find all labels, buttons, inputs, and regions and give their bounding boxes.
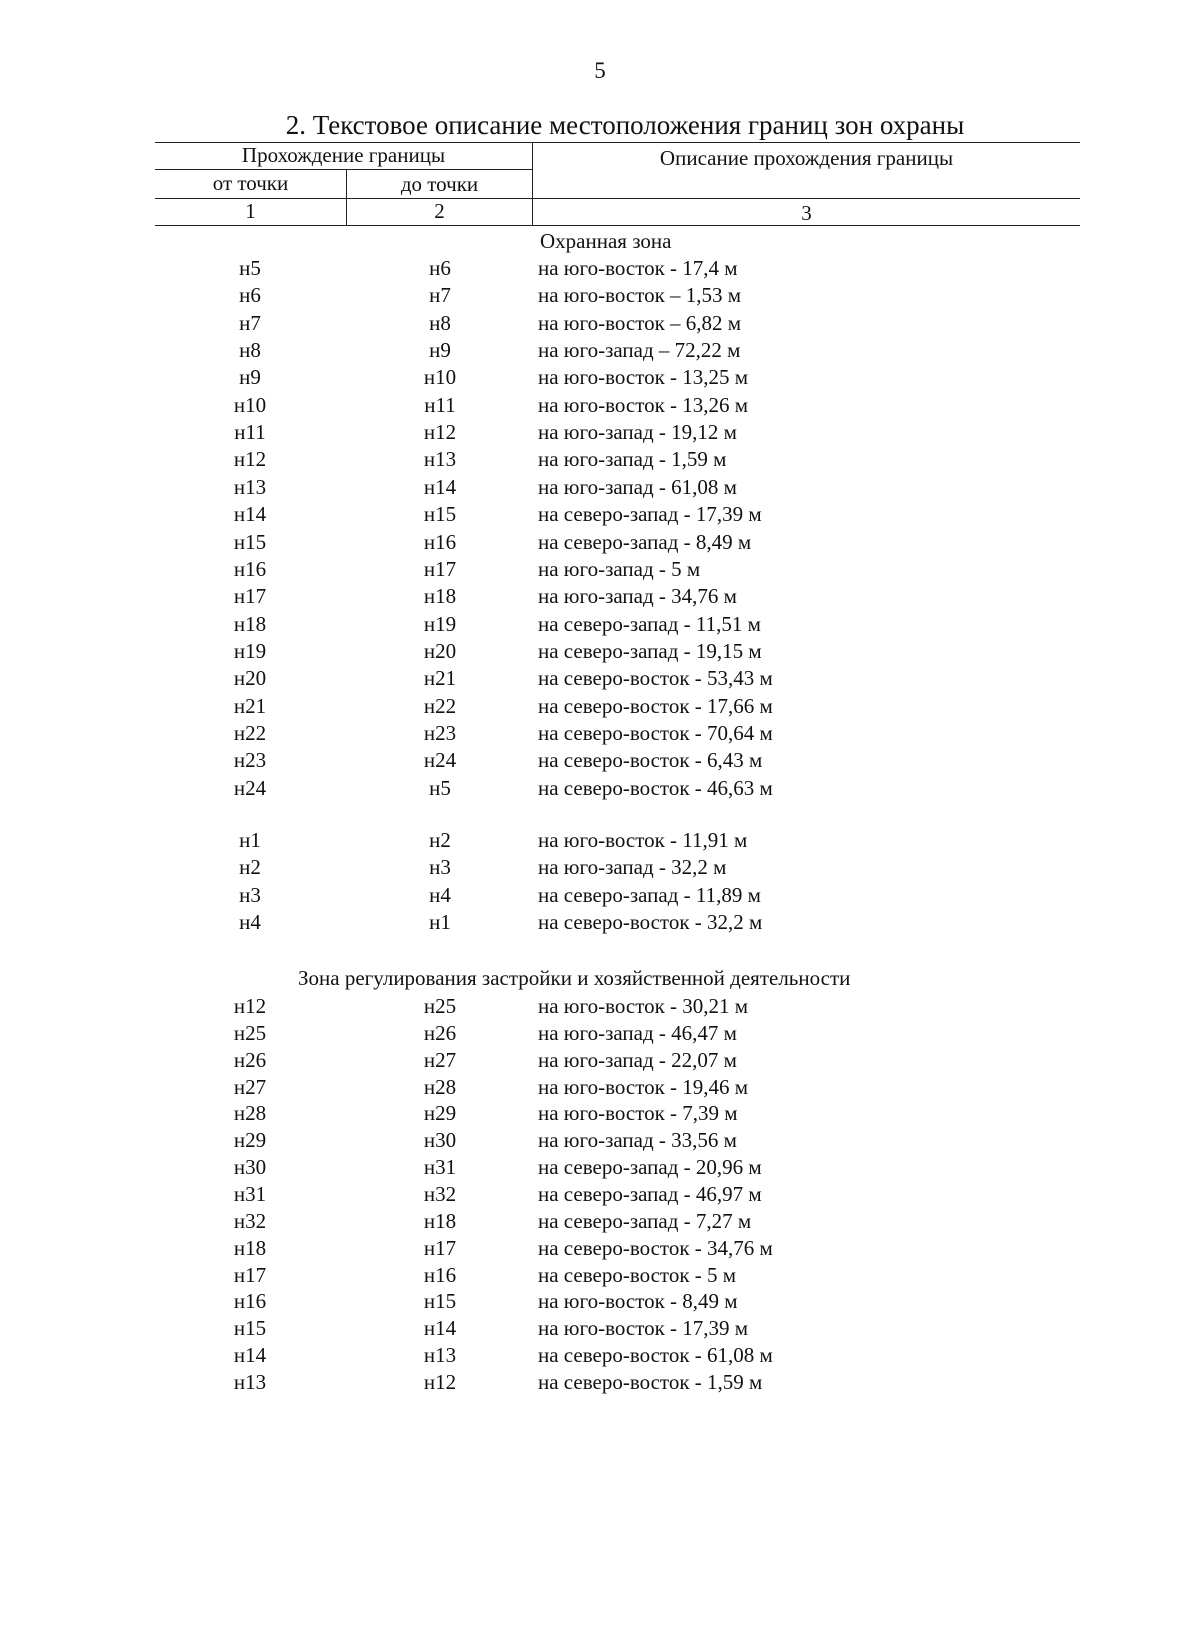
cell-description: на северо-запад - 19,15 м (538, 638, 762, 663)
cell-to-point: н27 (423, 1047, 457, 1072)
cell-to-point: н31 (423, 1155, 457, 1180)
cell-from-point: н22 (233, 720, 267, 745)
header-from: от точки (212, 171, 289, 195)
cell-description: на северо-восток - 1,59 м (538, 1369, 763, 1394)
section-title-regulation-zone: Зона регулирования застройки и хозяйственной деятельности (298, 966, 851, 990)
cell-description: на юго-запад - 61,08 м (538, 474, 737, 499)
cell-from-point: н17 (233, 1262, 267, 1287)
cell-from-point: н15 (233, 529, 267, 554)
cell-to-point: н2 (429, 828, 451, 852)
cell-to-point: н7 (429, 283, 451, 308)
cell-to-point: н6 (429, 256, 451, 280)
cell-to-point: н15 (423, 1289, 457, 1314)
cell-from-point: н31 (233, 1181, 267, 1206)
section-title-protection-zone: Охранная зона (540, 229, 672, 253)
cell-from-point: н18 (233, 611, 267, 636)
header-description: Описание прохождения границы (659, 146, 954, 170)
cell-description: на юго-восток - 8,49 м (538, 1289, 738, 1314)
cell-from-point: н2 (239, 855, 261, 880)
cell-from-point: н10 (233, 392, 267, 417)
cell-to-point: н9 (429, 338, 451, 363)
cell-description: на северо-восток - 17,66 м (538, 693, 773, 718)
cell-from-point: н6 (239, 283, 261, 308)
cell-description: на юго-запад - 32,2 м (538, 855, 727, 880)
cell-from-point: н32 (233, 1208, 267, 1233)
cell-from-point: н12 (233, 447, 267, 472)
cell-to-point: н25 (423, 994, 457, 1018)
cell-description: на северо-запад - 8,49 м (538, 529, 752, 554)
cell-description: на северо-запад - 7,27 м (538, 1208, 752, 1233)
cell-from-point: н11 (234, 420, 266, 445)
cell-from-point: н9 (239, 365, 261, 390)
cell-description: на юго-запад - 34,76 м (538, 584, 737, 609)
cell-description: на юго-восток - 17,4 м (538, 256, 738, 280)
cell-description: на северо-запад - 11,51 м (538, 611, 761, 636)
cell-description: на северо-запад - 46,97 м (538, 1181, 762, 1206)
cell-from-point: н5 (239, 256, 261, 280)
cell-from-point: н12 (233, 994, 267, 1018)
cell-description: на юго-восток - 30,21 м (538, 994, 749, 1018)
cell-to-point: н12 (423, 420, 457, 445)
cell-to-point: н21 (423, 666, 457, 691)
document-title: 2. Текстовое описание местоположения границ зон охраны (285, 110, 965, 140)
header-to: до точки (400, 172, 479, 196)
cell-description: на юго-запад - 1,59 м (538, 447, 727, 472)
cell-from-point: н29 (233, 1128, 267, 1153)
cell-from-point: н30 (233, 1155, 267, 1180)
cell-from-point: н1 (239, 828, 261, 852)
cell-description: на юго-восток - 13,25 м (538, 365, 749, 390)
cell-to-point: н15 (423, 502, 457, 527)
cell-from-point: н19 (233, 638, 267, 663)
cell-to-point: н10 (423, 365, 457, 390)
cell-from-point: н27 (233, 1074, 267, 1099)
cell-to-point: н32 (423, 1181, 457, 1206)
cell-to-point: н26 (423, 1020, 457, 1045)
header-group-label: Прохождение границы (241, 143, 446, 167)
cell-to-point: н22 (423, 693, 457, 718)
header-col-number-1: 1 (245, 199, 256, 223)
cell-description: на юго-запад - 33,56 м (538, 1128, 737, 1153)
cell-from-point: н15 (233, 1316, 267, 1341)
cell-description: на юго-запад - 22,07 м (538, 1047, 737, 1072)
cell-description: на юго-запад - 5 м (538, 556, 701, 581)
cell-to-point: н20 (423, 638, 457, 663)
cell-from-point: н28 (233, 1101, 267, 1126)
cell-description: на северо-запад - 17,39 м (538, 502, 762, 527)
cell-to-point: н4 (429, 882, 451, 907)
cell-from-point: н25 (233, 1020, 267, 1045)
cell-description: на юго-восток - 13,26 м (538, 392, 749, 417)
cell-description: на юго-восток - 7,39 м (538, 1101, 738, 1126)
page-number: 5 (594, 58, 606, 83)
cell-description: на северо-восток - 70,64 м (538, 720, 773, 745)
cell-from-point: н24 (233, 775, 267, 800)
cell-to-point: н11 (424, 392, 456, 417)
cell-to-point: н30 (423, 1128, 457, 1153)
cell-from-point: н20 (233, 666, 267, 691)
cell-description: на юго-восток - 17,39 м (538, 1316, 749, 1341)
cell-from-point: н13 (233, 1369, 267, 1394)
cell-to-point: н14 (423, 1316, 457, 1341)
cell-description: на северо-восток - 61,08 м (538, 1343, 773, 1368)
cell-to-point: н13 (423, 1343, 457, 1368)
cell-description: на северо-восток - 6,43 м (538, 748, 763, 773)
cell-from-point: н26 (233, 1047, 267, 1072)
cell-to-point: н17 (423, 556, 457, 581)
cell-from-point: н23 (233, 748, 267, 773)
cell-description: на юго-запад - 46,47 м (538, 1020, 737, 1045)
cell-from-point: н18 (233, 1235, 267, 1260)
cell-description: на юго-восток – 1,53 м (538, 283, 742, 308)
cell-from-point: н4 (239, 909, 261, 934)
cell-from-point: н3 (239, 882, 261, 907)
cell-description: на юго-восток – 6,82 м (538, 310, 742, 335)
cell-to-point: н1 (429, 909, 451, 934)
cell-to-point: н24 (423, 748, 457, 773)
cell-description: на северо-восток - 34,76 м (538, 1235, 773, 1260)
cell-to-point: н18 (423, 1208, 457, 1233)
cell-to-point: н3 (429, 855, 451, 880)
cell-from-point: н8 (239, 338, 261, 363)
cell-to-point: н14 (423, 474, 457, 499)
cell-to-point: н13 (423, 447, 457, 472)
cell-from-point: н17 (233, 584, 267, 609)
cell-from-point: н21 (233, 693, 267, 718)
cell-description: на северо-восток - 32,2 м (538, 909, 763, 934)
cell-to-point: н12 (423, 1369, 457, 1394)
cell-description: на юго-восток - 11,91 м (538, 828, 748, 852)
cell-from-point: н14 (233, 1343, 267, 1368)
cell-to-point: н16 (423, 529, 457, 554)
cell-description: на юго-восток - 19,46 м (538, 1074, 749, 1099)
cell-description: на северо-запад - 11,89 м (538, 882, 761, 907)
table-rule-group (155, 169, 533, 170)
cell-from-point: н16 (233, 556, 267, 581)
cell-to-point: н8 (429, 310, 451, 335)
cell-from-point: н7 (239, 310, 261, 335)
cell-to-point: н29 (423, 1101, 457, 1126)
cell-to-point: н18 (423, 584, 457, 609)
cell-description: на северо-восток - 53,43 м (538, 666, 773, 691)
cell-description: на юго-запад - 19,12 м (538, 420, 737, 445)
cell-to-point: н16 (423, 1262, 457, 1287)
header-col-number-3: 3 (801, 201, 812, 225)
cell-to-point: н28 (423, 1074, 457, 1099)
cell-description: на северо-запад - 20,96 м (538, 1155, 762, 1180)
cell-from-point: н14 (233, 502, 267, 527)
cell-description: на северо-восток - 5 м (538, 1262, 737, 1287)
header-col-number-2: 2 (434, 199, 445, 223)
cell-from-point: н16 (233, 1289, 267, 1314)
cell-to-point: н17 (423, 1235, 457, 1260)
cell-to-point: н19 (423, 611, 457, 636)
cell-from-point: н13 (233, 474, 267, 499)
cell-description: на юго-запад – 72,22 м (538, 338, 741, 363)
cell-to-point: н23 (423, 720, 457, 745)
cell-description: на северо-восток - 46,63 м (538, 775, 773, 800)
cell-to-point: н5 (429, 775, 451, 800)
